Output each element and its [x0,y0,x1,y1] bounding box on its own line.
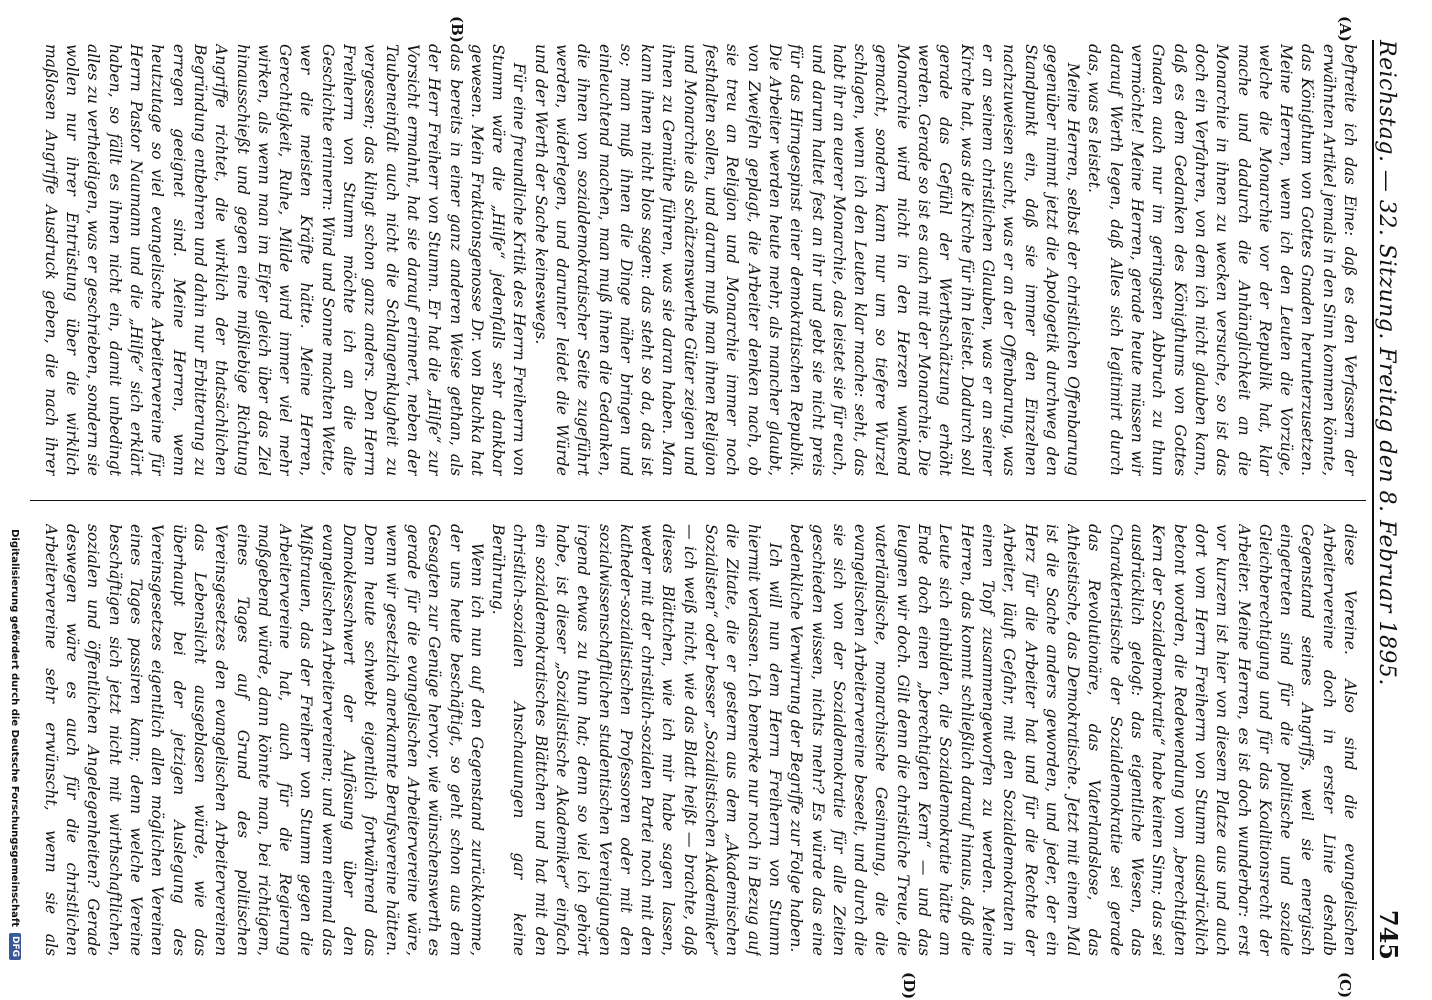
left-column [40,44,1360,476]
running-title: Reichstag. — 32. Sitzung. Freitag den 8. Februar 1895. [1374,40,1399,686]
paragraph: diese Vereine. Also sind die evangelischen Arbeitervereine doch in erster Linie deshalb Gegenstand seines Angriffs, weil sie energisch eingetreten sind für die politische und soziale Gleichberechtigung und für das Koalitionsrecht der Arbeiter. Meine Herren, es ist doch wunderbar: erst vor kurzem ist hier von diesem Platze aus und auch dort vom Herrn Freiherrn von Stumm ausdrücklich betont worden, die Redewendung vom „berechtigten Kern der Sozialdemokratie“ habe keinen Sinn; das sei ausdrücklich gelogt: das eigentliche Wesen, das Charakteristische der Sozialdemokratie sei gerade das Revolutionäre, das Vaterlandslose, das Atheistische, das Demokratische. Jetzt mit einem Mal ist die Sache anders geworden, und jeder, der ein Herz für die Arbeiter hat und für die Rechte der Arbeiter, läuft Gefahr, mit den Sozialdemokraten in einen Topf zusammengeworfen zu werden. Meine Herren, das kommt schließlich darauf hinaus, daß die Leute sich einbilden, die Sozialdemokratie hätte am Ende doch einen „berechtigten Kern“ — und das leugnen wir doch. Gilt denn die christliche Treue, die vaterländische, monarchische Gesinnung, die die evangelischen Arbeitervereine beseelt, und durch die sie sich von der Sozialdemokratie für alle Zeiten geschieden wissen, nichts mehr? Es würde das eine bedenkliche Verwirrung der Begriffe zur Folge haben. [787,524,1359,956]
paragraph: Für eine freundliche Kritik des Herrn Freiherrn von Stumm wäre die „Hilfe“ jedenfalls sehr dankbar gewesen. Mein Fraktionsgenosse Dr. von Buchka hat das bereits in einer ganz anderen Weise gethan, als der Herr Freiherr von Stumm. Er hat die „Hilfe“ zur Vorsicht ermahnt, hat sie darauf erinnert, neben der Taubeneinfalt auch nicht die Schlangenklugheit zu vergessen; das klingt schon ganz anders. Den Herrn Freiherrn von Stumm möchte ich an die alte Geschichte erinnern: Wind und Sonne machten Wette, wer die meisten Kräfte hätte. Meine Herren, Gerechtigkeit, Ruhe, Milde wird immer viel mehr wirken, als wenn man im Eifer gleich über das Ziel hinausschießt und gegen eine mißliebige Richtung Angriffe richtet, die wirklich der thatsächlichen Begründung entbehren und dahin nur Erbitterung zu erregen geeignet sind. Meine Herren, wenn heutzutage so viel evangelische Arbeitervereine für Herrn Pastor Naumann und die „Hilfe“ sich erklärt haben, so fällt es ihnen nicht ein, damit unbedingt alles zu vertheidigen, was er geschrieben, sondern sie wollen nur ihrer Entrüstung über die wirklich maßlosen Angriffe Ausdruck geben, die nach ihrer [41,44,529,476]
paragraph: Meine Herren, selbst der christlichen Offenbarung gegenüber nimmt jetzt die Apologetik durchweg den Standpunkt ein, daß sie immer den Einzelnen nachzuweisen sucht, was er an der Offenbarung, was er an seinem christlichen Glauben, was er an seiner Kirche hat, was die Kirche für ihn leistet. Dadurch soll gerade das Gefühl der Werthschätzung erhöht werden. Gerade so ist es auch mit der Monarchie. Die Monarchie wird nicht in den Herzen wankend gemacht, sondern kann nur um so tiefere Wurzel schlagen, wenn ich den Leuten klar mache: seht, das habt ihr an euerer Monarchie, das leistet sie für euch, und darum haltet fest an ihr und gebt sie nicht preis für das Hirngespinst einer demokratischen Republik. Die Arbeiter werden heute mehr, als mancher glaubt, von Zweifeln geplagt, die Arbeiter denken nach, ob sie treu an Religion und Monarchie immer noch festhalten sollen, und darum muß man ihnen Religion und Monarchie als schätzenswerthe Güter zeigen und ihnen zu Gemüthe führen, was sie daran haben. Man kann ihnen nicht blos sagen: das steht so da, das ist so; man muß ihnen die Dinge näher bringen und einleuchtend machen, man muß ihnen die Gedanken, die ihnen von sozialdemokratischer Seite zugeführt werden, widerlegen, und darunter leidet die Würde und der Werth der Sache keineswegs. [531,44,1083,476]
digitization-credit [6,40,24,960]
paragraph: Wenn ich nun auf den Gegenstand zurückkomme, der uns heute beschäftigt, so geht schon aus dem Gesagten zur Genüge hervor, wie wünschenswerth es gerade für die evangelischen Arbeitervereine wäre, wenn wir gesetzlich anerkannte Berufsvereine hätten. Denn heute schwebt eigentlich fortwährend das Damoklesschwert der Auflösung über den evangelischen Arbeitervereinen; und wenn einmal das Mißtrauen, das der Freiherr von Stumm gegen die Arbeitervereine hat, auch für die Regierung maßgebend würde, dann könnte man, bei richtigem, eines Tages auf Grund des politischen Vereinsgesetzes den evangelischen Arbeitervereinen das Lebenslicht ausgeblasen würde, wie das überhaupt bei der jetzigen Auslegung des Vereinsgesetzes eigentlich allen möglichen Vereinen eines Tages passiren kann; denn welche Vereine beschäftigen sich jetzt nicht mit wirthschaftlichen, sozialen und öffentlichen Angelegenheiten? Gerade deswegen wäre es auch für die christlichen Arbeitervereine sehr erwünscht, wenn sie als [41,524,486,956]
credit-text: Digitalisierung gefördert durch die Deutsche Forschungsgemeinschaft [9,529,21,927]
page-header [1372,40,1414,960]
column-divider [30,500,1366,501]
right-column [40,524,1360,956]
margin-marker-b: (B) [448,16,466,43]
margin-marker-c: (C) [1336,972,1354,999]
paragraph: beftreite ich das Eine: daß es den Verfassern der erwähnten Artikel jemals in den Sinn kommen könnte, das Königthum von Gottes Gnaden herunterzusetzen. Meine Herren, wenn ich den Leuten die Vorzüge, welche die Monarchie vor der Republik hat, klar mache und dadurch die Anhänglichkeit an die Monarchie in ihnen zu wecken versuche, so ist das doch ein Verfahren, von dem ich nicht glauben kann, daß es dem Gedanken des Königthums von Gottes Gnaden auch nur im geringsten Abbruch zu thun vermöchte! Meine Herren, gerade heute müssen wir darauf Werth legen, daß Alles sich legitimirt durch das, was es leistet. [1085,44,1359,476]
margin-marker-a: (A) [1336,16,1354,42]
paragraph: Ich will nun dem Herrn Freiherrn von Stumm hiermit verlassen. Ich bemerke nur noch in Bezug auf die Zitate, die er gestern aus dem „Akademischen Sozialisten“ oder besser „Sozialistischen Akademiker“ — ich weiß nicht, wie das Blatt heißt — brachte, daß dieses Blättchen, wie ich mir habe sagen lassen, weder mit der christlich-sozialen Partei noch mit den katheder-sozialistischen Professoren oder mit den sozialwissenschaftlichen studentischen Vereinigungen irgend etwas zu thun hat; denn so viel ich gehört habe, ist dieser „Sozialistische Akademiker“ einfach ein sozialdemokratisches Blättchen und hat mit den christlich-sozialen Anschauungen gar keine Berührung. [489,524,784,956]
dfg-logo: DFG [9,933,21,960]
page-number: 745 [1374,909,1403,960]
margin-marker-d: (D) [900,972,918,1000]
